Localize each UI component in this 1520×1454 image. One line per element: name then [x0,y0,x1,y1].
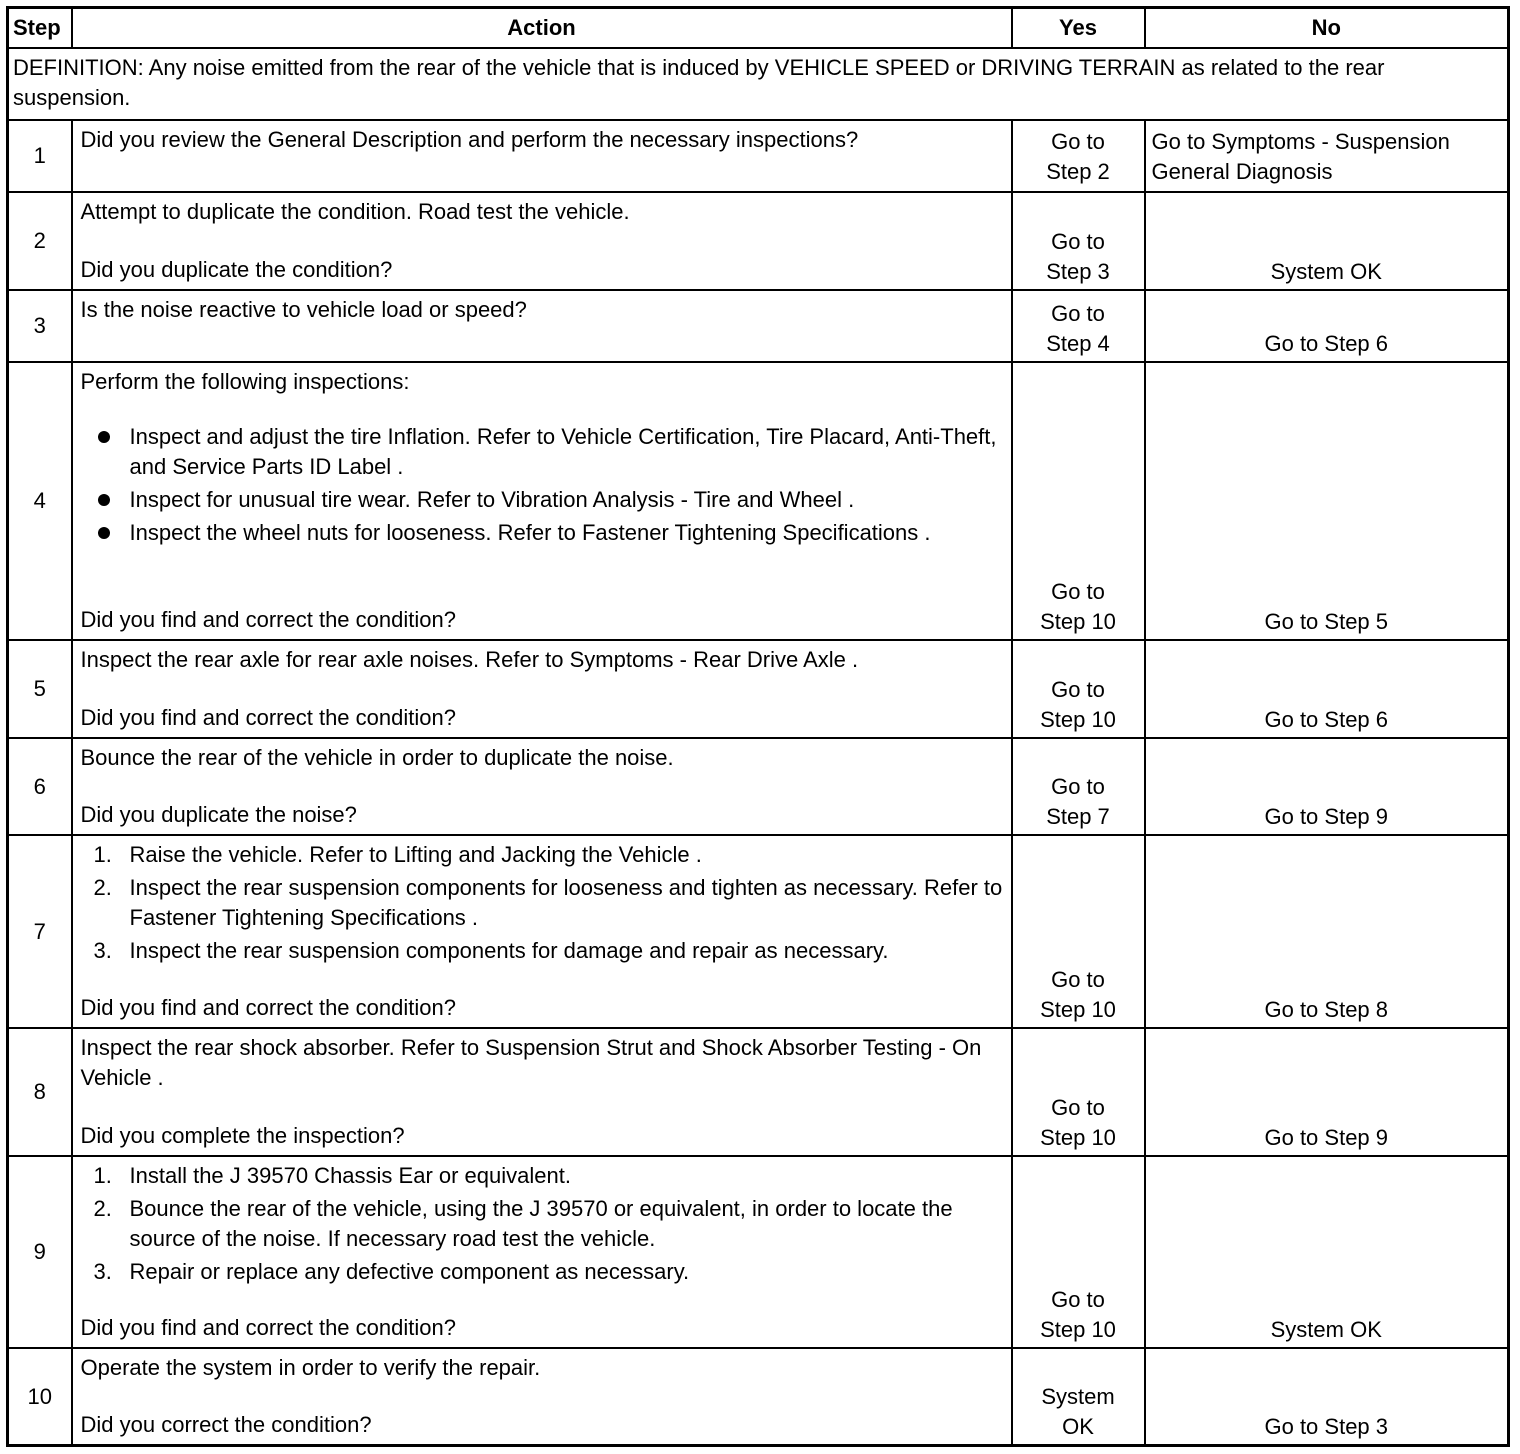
table-row [8,640,1509,738]
yes-outcome: Go to Step 7 [1012,738,1145,835]
no-outcome: Go to Step 9 [1145,738,1509,835]
yes-outcome: Go to Step 10 [1012,1028,1145,1156]
step-number: 1 [8,120,72,192]
action-question: Did you find and correct the condition? [80,705,456,730]
step-number: 8 [8,1028,72,1156]
no-outcome: Go to Step 9 [1145,1028,1509,1156]
header-step: Step [8,8,72,49]
no-outcome: Go to Symptoms - Suspension General Diagnosis [1145,120,1509,192]
yes-outcome: Go to Step 4 [1012,290,1145,362]
action-text: Inspect the rear shock absorber. Refer to Suspension Strut and Shock Absorber Testing - On Vehicle . [80,1035,982,1090]
list-item: 2. Bounce the rear of the vehicle, using the J 39570 or equivalent, in order to locate the source of the noise. If necessary road test the vehicle. [93,1196,953,1251]
list-item: 3. Repair or replace any defective component as necessary. [93,1259,690,1284]
table-row [8,290,1509,362]
bullet-list [81,422,1003,548]
list-item: Inspect the wheel nuts for looseness. Refer to Fastener Tightening Specifications . [81,518,1003,548]
yes-outcome: Go to Step 10 [1012,1156,1145,1348]
definition-text: DEFINITION: Any noise emitted from the rear of the vehicle that is induced by VEHICLE SPEED or DRIVING TERRAIN as related to the rear suspension. [8,48,1509,120]
action-text: Bounce the rear of the vehicle in order to duplicate the noise. [80,745,674,770]
action-question: Did you find and correct the condition? [80,1315,456,1340]
action-text: Attempt to duplicate the condition. Road test the vehicle. [80,199,630,224]
diagnostic-table [6,6,1510,1447]
no-outcome: Go to Step 6 [1145,290,1509,362]
action-question: Did you complete the inspection? [80,1123,405,1148]
table-row [8,835,1509,1028]
no-outcome: Go to Step 3 [1145,1348,1509,1446]
yes-outcome: System OK [1012,1348,1145,1446]
table-row [8,120,1509,192]
numbered-list [81,1161,1003,1290]
list-item: 1. Install the J 39570 Chassis Ear or equivalent. [93,1163,571,1188]
table-row [8,1348,1509,1446]
list-item: 1. Raise the vehicle. Refer to Lifting and Jacking the Vehicle . [93,842,702,867]
table-row [8,1028,1509,1156]
action-text: Perform the following inspections: [80,369,410,394]
yes-outcome: Go to Step 2 [1012,120,1145,192]
table-row [8,362,1509,640]
action-text: Operate the system in order to verify the repair. [80,1355,541,1380]
no-outcome: Go to Step 5 [1145,362,1509,640]
step-number: 6 [8,738,72,835]
no-outcome: Go to Step 8 [1145,835,1509,1028]
yes-outcome: Go to Step 10 [1012,640,1145,738]
list-item: 3. Inspect the rear suspension components for damage and repair as necessary. [93,938,889,963]
header-action: Action [72,8,1012,49]
header-no: No [1145,8,1509,49]
yes-outcome: Go to Step 3 [1012,192,1145,290]
step-number: 5 [8,640,72,738]
header-yes: Yes [1012,8,1145,49]
action-text: Did you review the General Description and perform the necessary inspections? [80,127,859,152]
action-question: Did you duplicate the noise? [80,802,357,827]
table-row [8,738,1509,835]
no-outcome: Go to Step 6 [1145,640,1509,738]
action-question: Did you find and correct the condition? [80,995,456,1020]
action-text: Inspect the rear axle for rear axle noises. Refer to Symptoms - Rear Drive Axle . [80,647,859,672]
bullet-icon [98,431,110,443]
list-item: Inspect and adjust the tire Inflation. Refer to Vehicle Certification, Tire Placard, Anti-Theft, and Service Parts ID Label . [81,422,1003,482]
table-row [8,192,1509,290]
action-question: Did you duplicate the condition? [80,257,393,282]
bullet-icon [98,494,110,506]
no-outcome: System OK [1145,192,1509,290]
step-number: 2 [8,192,72,290]
list-item: 2. Inspect the rear suspension components for looseness and tighten as necessary. Refer to Fastener Tightening Specifications . [93,875,1003,930]
action-text: Is the noise reactive to vehicle load or speed? [80,297,527,322]
step-number: 3 [8,290,72,362]
action-question: Did you correct the condition? [80,1412,372,1437]
step-number: 10 [8,1348,72,1446]
yes-outcome: Go to Step 10 [1012,362,1145,640]
header-row [8,8,1509,49]
list-item: Inspect for unusual tire wear. Refer to Vibration Analysis - Tire and Wheel . [81,485,1003,515]
table-row [8,1156,1509,1348]
yes-outcome: Go to Step 10 [1012,835,1145,1028]
no-outcome: System OK [1145,1156,1509,1348]
definition-row [8,48,1509,120]
numbered-list [81,840,1003,969]
step-number: 7 [8,835,72,1028]
step-number: 4 [8,362,72,640]
step-number: 9 [8,1156,72,1348]
action-question: Did you find and correct the condition? [80,607,456,632]
bullet-icon [98,527,110,539]
